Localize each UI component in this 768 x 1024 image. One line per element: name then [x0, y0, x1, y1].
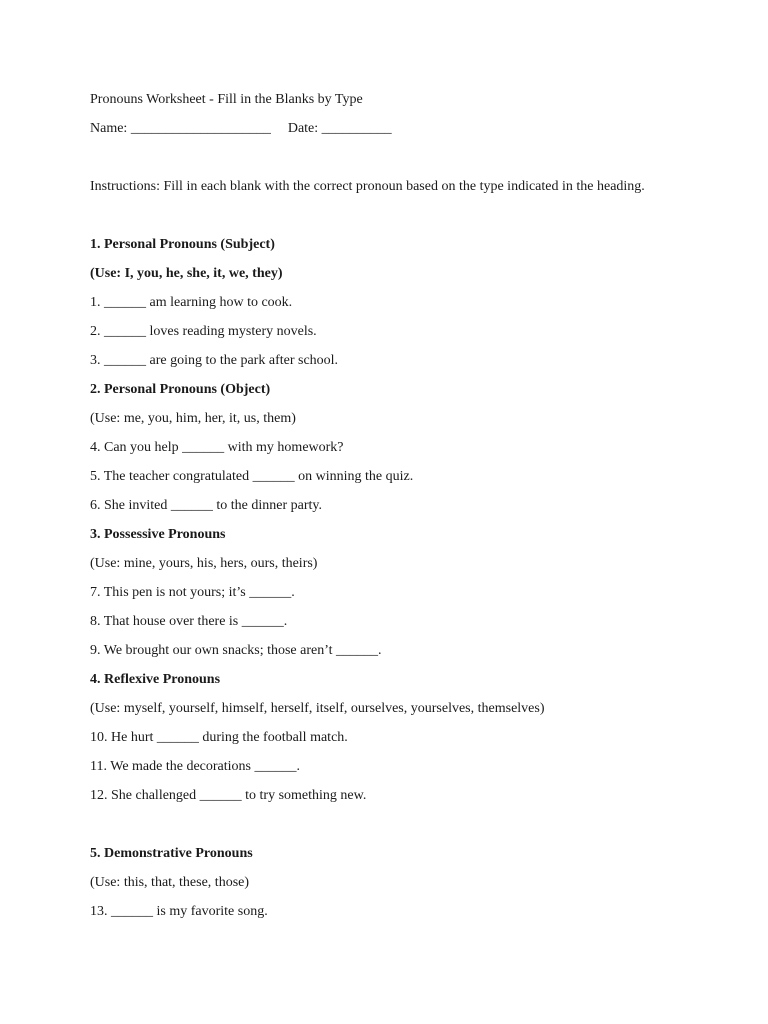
spacer: [90, 148, 730, 177]
spacer: [90, 206, 730, 235]
worksheet-page: [90, 90, 730, 931]
section-use-personal-subject: (Use: I, you, he, she, it, we, they): [90, 266, 283, 281]
question-10: 10. He hurt ______ during the football match.: [90, 730, 348, 745]
name-date-row: [90, 119, 730, 148]
question-6: 6. She invited ______ to the dinner party.: [90, 498, 322, 513]
section-heading-reflexive: 4. Reflexive Pronouns: [90, 672, 221, 687]
section-heading-personal-subject: 1. Personal Pronouns (Subject): [90, 237, 275, 252]
question-3: 3. ______ are going to the park after school.: [90, 353, 339, 368]
question-11: 11. We made the decorations ______.: [90, 759, 300, 774]
question-2: 2. ______ loves reading mystery novels.: [90, 324, 317, 339]
spacer: [90, 815, 730, 844]
date-field: Date: __________: [287, 121, 392, 136]
section-use-reflexive: (Use: myself, yourself, himself, herself, itself, ourselves, yourselves, themselves): [90, 701, 545, 716]
section-heading-possessive: 3. Possessive Pronouns: [90, 527, 226, 542]
question-1: 1. ______ am learning how to cook.: [90, 295, 293, 310]
question-12: 12. She challenged ______ to try something new.: [90, 788, 367, 803]
section-use-demonstrative: (Use: this, that, these, those): [90, 875, 250, 890]
question-9: 9. We brought our own snacks; those aren’t ______.: [90, 643, 382, 658]
section-use-possessive: (Use: mine, yours, his, hers, ours, theirs): [90, 556, 318, 571]
question-4: 4. Can you help ______ with my homework?: [90, 440, 344, 455]
instructions: Instructions: Fill in each blank with the correct pronoun based on the type indicated in the heading.: [90, 179, 645, 194]
question-8: 8. That house over there is ______.: [90, 614, 288, 629]
name-field: Name: ____________________: [90, 121, 271, 136]
section-heading-demonstrative: 5. Demonstrative Pronouns: [90, 846, 253, 861]
section-heading-personal-object: 2. Personal Pronouns (Object): [90, 382, 271, 397]
section-use-personal-object: (Use: me, you, him, her, it, us, them): [90, 411, 296, 426]
worksheet-title: Pronouns Worksheet - Fill in the Blanks by Type: [90, 92, 363, 107]
question-7: 7. This pen is not yours; it’s ______.: [90, 585, 295, 600]
question-13: 13. ______ is my favorite song.: [90, 904, 268, 919]
question-5: 5. The teacher congratulated ______ on winning the quiz.: [90, 469, 414, 484]
